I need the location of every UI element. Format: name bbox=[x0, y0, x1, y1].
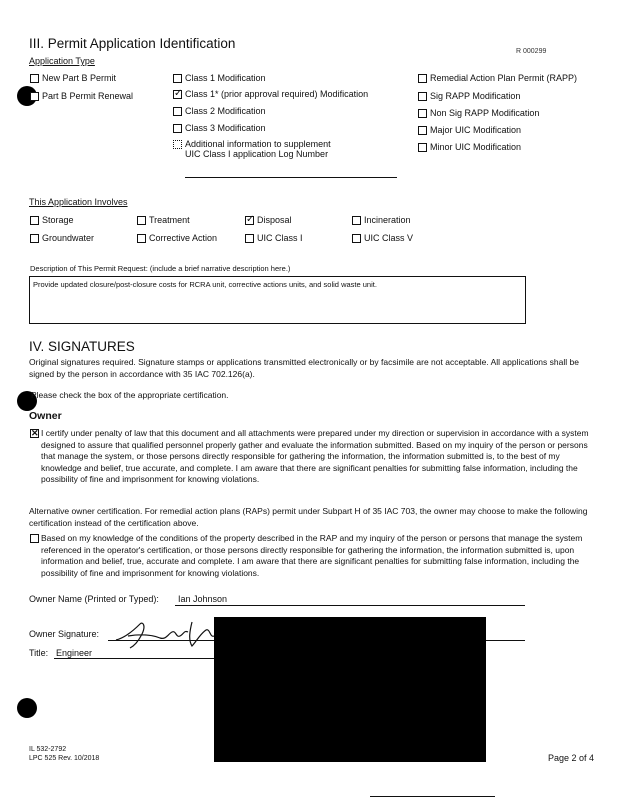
label-class-1-star: Class 1* (prior approval required) Modification bbox=[185, 89, 369, 99]
checkbox-groundwater[interactable] bbox=[30, 234, 39, 243]
owner-name-label: Owner Name (Printed or Typed): bbox=[29, 594, 159, 604]
application-type-label: Application Type bbox=[29, 56, 95, 66]
involves-label: This Application Involves bbox=[29, 197, 128, 207]
label-rapp: Remedial Action Plan Permit (RAPP) bbox=[430, 73, 578, 83]
checkbox-class-1-star[interactable] bbox=[173, 90, 182, 99]
checkbox-corrective-action[interactable] bbox=[137, 234, 146, 243]
checkbox-additional-info[interactable] bbox=[173, 140, 182, 149]
checkbox-non-sig-rapp[interactable] bbox=[418, 109, 427, 118]
description-box[interactable] bbox=[29, 276, 526, 324]
form-id: IL 532-2792 bbox=[29, 746, 67, 753]
section-4-title: IV. SIGNATURES bbox=[29, 339, 135, 354]
label-corrective-action: Corrective Action bbox=[149, 233, 218, 243]
owner-cert-text: I certify under penalty of law that this document and all attachments were prepared under my direction or supervision in accordance with a system designed to assure that qualified personnel properly gather and evaluate the information submitted. Based on my inquiry of the person or persons that manage the system, or those persons directly responsible for gathering the information, the information submitted is, to the best of my knowledge and belief, true accurate, and complete. I am aware that there are significant penalties for submitting false information, including the possibility of fine and imprisonment for knowing violations. bbox=[41, 428, 589, 484]
involves-uic-class-1[interactable] bbox=[245, 233, 303, 243]
app-type-rapp[interactable] bbox=[418, 73, 577, 83]
checkbox-owner-cert[interactable] bbox=[30, 429, 39, 438]
label-class-1: Class 1 Modification bbox=[185, 73, 266, 83]
owner-name-line bbox=[175, 605, 525, 606]
checkbox-incineration[interactable] bbox=[352, 216, 361, 225]
label-uic-class-5: UIC Class V bbox=[364, 233, 414, 243]
app-type-major-uic[interactable] bbox=[418, 125, 521, 135]
checkbox-major-uic[interactable] bbox=[418, 126, 427, 135]
label-part-b-renewal: Part B Permit Renewal bbox=[42, 91, 134, 101]
checkbox-class-1[interactable] bbox=[173, 74, 182, 83]
label-disposal: Disposal bbox=[257, 215, 292, 225]
involves-incineration[interactable] bbox=[352, 215, 411, 225]
binder-hole-bottom bbox=[17, 698, 37, 718]
title-value[interactable]: Engineer bbox=[56, 648, 93, 658]
section-3-title: III. Permit Application Identification bbox=[29, 36, 236, 51]
owner-name-value[interactable]: Ian Johnson bbox=[178, 594, 228, 604]
involves-groundwater[interactable] bbox=[30, 233, 94, 243]
checkbox-sig-rapp[interactable] bbox=[418, 92, 427, 101]
label-additional-info: Additional information to supplement bbox=[185, 139, 331, 149]
label-uic-class-1: UIC Class I bbox=[257, 233, 303, 243]
involves-treatment[interactable] bbox=[137, 215, 190, 225]
label-storage: Storage bbox=[42, 215, 74, 225]
app-type-additional-info[interactable] bbox=[173, 139, 331, 149]
alt-cert-intro: Alternative owner certification. For remedial action plans (RAPs) permit under Subpart H of 35 IAC 703, the owner may choose to make the following certification instead of the certification above. bbox=[29, 506, 588, 528]
description-value: Provide updated closure/post-closure costs for RCRA unit, corrective actions units, and solid waste unit. bbox=[33, 280, 377, 289]
app-type-sig-rapp[interactable] bbox=[418, 91, 520, 101]
form-revision: LPC 525 Rev. 10/2018 bbox=[29, 755, 100, 762]
involves-storage[interactable] bbox=[30, 215, 74, 225]
app-type-class-1[interactable] bbox=[173, 73, 266, 83]
label-sig-rapp: Sig RAPP Modification bbox=[430, 91, 521, 101]
checkbox-rapp[interactable] bbox=[418, 74, 427, 83]
alt-cert-text: Based on my knowledge of the conditions of the property described in the RAP and my inquiry of the person or persons that manage the system referenced in the operator's certification, or those persons directly responsible for gathering the information, the information submitted is, upon information and belief, true, accurate and complete. I am aware that there are significant penalties for submitting false information, including the possibility of fine and imprisonment for knowing violations. bbox=[41, 533, 583, 578]
checkbox-treatment[interactable] bbox=[137, 216, 146, 225]
title-label: Title: bbox=[29, 648, 49, 658]
label-minor-uic: Minor UIC Modification bbox=[430, 142, 522, 152]
signature-scribble bbox=[110, 612, 230, 652]
description-label: Description of This Permit Request: (include a brief narrative description here.) bbox=[30, 264, 291, 273]
log-number-underline bbox=[185, 177, 397, 178]
footer-line bbox=[370, 796, 495, 797]
checkbox-uic-class-1[interactable] bbox=[245, 234, 254, 243]
involves-uic-class-5[interactable] bbox=[352, 233, 413, 243]
checkbox-storage[interactable] bbox=[30, 216, 39, 225]
label-uic-log-number: UIC Class I application Log Number bbox=[185, 149, 329, 159]
label-non-sig-rapp: Non Sig RAPP Modification bbox=[430, 108, 540, 118]
app-type-part-b-renewal[interactable] bbox=[30, 91, 133, 101]
app-type-new-part-b[interactable] bbox=[30, 73, 116, 83]
checkbox-alt-cert[interactable] bbox=[30, 534, 39, 543]
involves-corrective-action[interactable] bbox=[137, 233, 217, 243]
signatures-intro: Original signatures required. Signature stamps or applications transmitted electronically or by facsimile are not acceptable. All applications shall be signed by the person in accordance with 35 IAC 702.126(a). bbox=[29, 357, 579, 379]
checkbox-disposal[interactable] bbox=[245, 216, 254, 225]
checkbox-new-part-b[interactable] bbox=[30, 74, 39, 83]
reference-number: R 000299 bbox=[516, 48, 547, 55]
checkbox-class-3[interactable] bbox=[173, 124, 182, 133]
owner-signature-label: Owner Signature: bbox=[29, 629, 100, 639]
redaction-block bbox=[214, 617, 486, 762]
label-new-part-b: New Part B Permit bbox=[42, 73, 117, 83]
label-groundwater: Groundwater bbox=[42, 233, 95, 243]
involves-disposal[interactable] bbox=[245, 215, 292, 225]
label-major-uic: Major UIC Modification bbox=[430, 125, 522, 135]
label-class-3: Class 3 Modification bbox=[185, 123, 266, 133]
app-type-class-2[interactable] bbox=[173, 106, 266, 116]
check-instruction: Please check the box of the appropriate certification. bbox=[31, 390, 229, 400]
owner-heading: Owner bbox=[29, 410, 62, 422]
app-type-minor-uic[interactable] bbox=[418, 142, 521, 152]
label-treatment: Treatment bbox=[149, 215, 190, 225]
checkbox-class-2[interactable] bbox=[173, 107, 182, 116]
app-type-non-sig-rapp[interactable] bbox=[418, 108, 539, 118]
app-type-class-3[interactable] bbox=[173, 123, 266, 133]
checkbox-uic-class-5[interactable] bbox=[352, 234, 361, 243]
app-type-class-1-star[interactable] bbox=[173, 89, 368, 99]
label-class-2: Class 2 Modification bbox=[185, 106, 266, 116]
page-number: Page 2 of 4 bbox=[548, 753, 595, 763]
checkbox-minor-uic[interactable] bbox=[418, 143, 427, 152]
checkbox-part-b-renewal[interactable] bbox=[30, 92, 39, 101]
label-incineration: Incineration bbox=[364, 215, 411, 225]
title-line bbox=[54, 658, 214, 659]
